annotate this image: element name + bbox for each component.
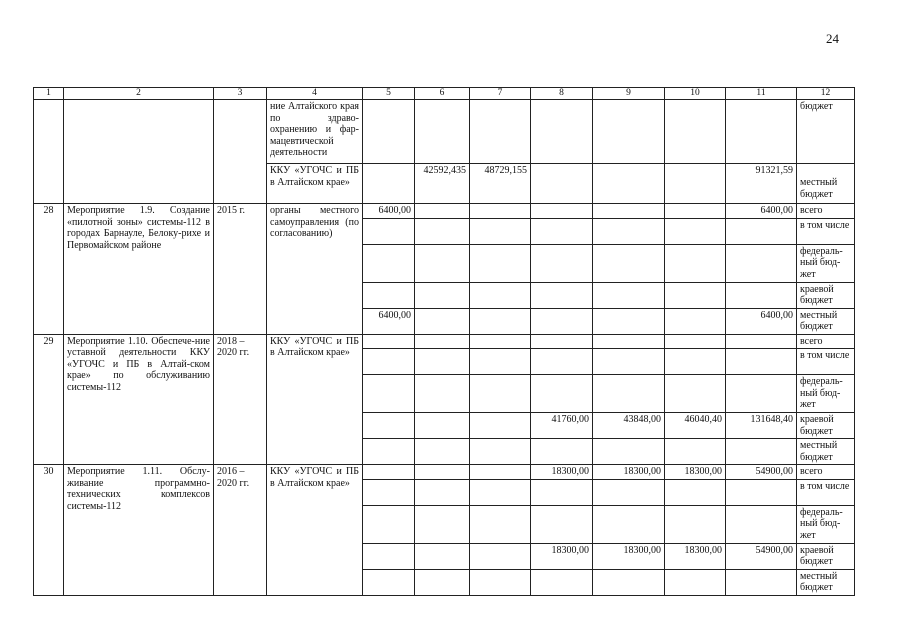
value-cell: 18300,00 [531,543,593,569]
table-row [34,204,855,219]
measure-name: Мероприятие 1.10. Обеспече-ние уставной деятельности ККУ «УГОЧС и ПБ в Алтай-ском крае» по обслуживанию системы-112 [64,334,214,465]
value-cell: 6400,00 [726,204,797,219]
budget-cell: краевой бюджет [797,543,855,569]
budget-cell: в том числе [797,349,855,375]
period-cell: 2018 – 2020 гг. [214,334,267,465]
executor-cell: ККУ «УГОЧС и ПБ в Алтайском крае» [267,334,363,465]
period-cell: 2016 – 2020 гг. [214,465,267,596]
value-cell: 131648,40 [726,413,797,439]
value-cell: 54900,00 [726,543,797,569]
budget-cell: федераль-ный бюд-жет [797,244,855,282]
col-header: 4 [267,88,363,100]
value-cell: 42592,435 [415,164,470,204]
value-cell: 18300,00 [593,465,665,480]
page-number: 24 [826,31,839,46]
col-header: 10 [665,88,726,100]
col-header: 9 [593,88,665,100]
budget-cell: всего [797,465,855,480]
budget-cell: местный бюджет [797,569,855,595]
value-cell: 6400,00 [726,308,797,334]
value-cell: 6400,00 [363,204,415,219]
executor-cell: органы местного самоуправления (по согласованию) [267,204,363,335]
measure-name: Мероприятие 1.9. Создание «пилотной зоны» системы-112 в городах Барнауле, Белоку-рихе и Первомайском районе [64,204,214,335]
value-cell: 48729,155 [470,164,531,204]
measure-name: Мероприятие 1.11. Обслу-живание программно-технических комплексов системы-112 [64,465,214,596]
budget-cell: всего [797,204,855,219]
row-number: 30 [34,465,64,596]
col-header: 2 [64,88,214,100]
table-row [34,334,855,349]
col-header: 7 [470,88,531,100]
value-cell: 18300,00 [531,465,593,480]
value-cell: 41760,00 [531,413,593,439]
budget-cell: местный бюджет [797,439,855,465]
table-row [34,100,855,164]
col-header: 11 [726,88,797,100]
value-cell: 46040,40 [665,413,726,439]
row-number: 28 [34,204,64,335]
budget-cell: местный бюджет [797,308,855,334]
budget-cell: федераль-ный бюд-жет [797,375,855,413]
executor-cell: ние Алтайского края по здраво-охранению и фар-мацевтической деятельности [267,100,363,164]
row-number: 29 [34,334,64,465]
budget-cell: в том числе [797,218,855,244]
budget-cell: краевой бюджет [797,413,855,439]
col-header: 12 [797,88,855,100]
budget-cell: в том числе [797,479,855,505]
value-cell: 6400,00 [363,308,415,334]
value-cell: 18300,00 [593,543,665,569]
budget-cell: местный бюджет [797,164,855,204]
table-row [34,465,855,480]
value-cell: 18300,00 [665,465,726,480]
budget-cell: федераль-ный бюд-жет [797,505,855,543]
value-cell: 91321,59 [726,164,797,204]
col-header: 5 [363,88,415,100]
value-cell: 43848,00 [593,413,665,439]
budget-cell: бюджет [797,100,855,164]
executor-cell: ККУ «УГОЧС и ПБ в Алтайском крае» [267,465,363,596]
column-number-row [34,88,855,100]
program-table [33,87,855,596]
col-header: 8 [531,88,593,100]
budget-cell: краевой бюджет [797,282,855,308]
value-cell: 54900,00 [726,465,797,480]
col-header: 1 [34,88,64,100]
value-cell: 18300,00 [665,543,726,569]
period-cell: 2015 г. [214,204,267,335]
col-header: 3 [214,88,267,100]
budget-cell: всего [797,334,855,349]
col-header: 6 [415,88,470,100]
executor-cell: ККУ «УГОЧС и ПБ в Алтайском крае» [267,164,363,204]
